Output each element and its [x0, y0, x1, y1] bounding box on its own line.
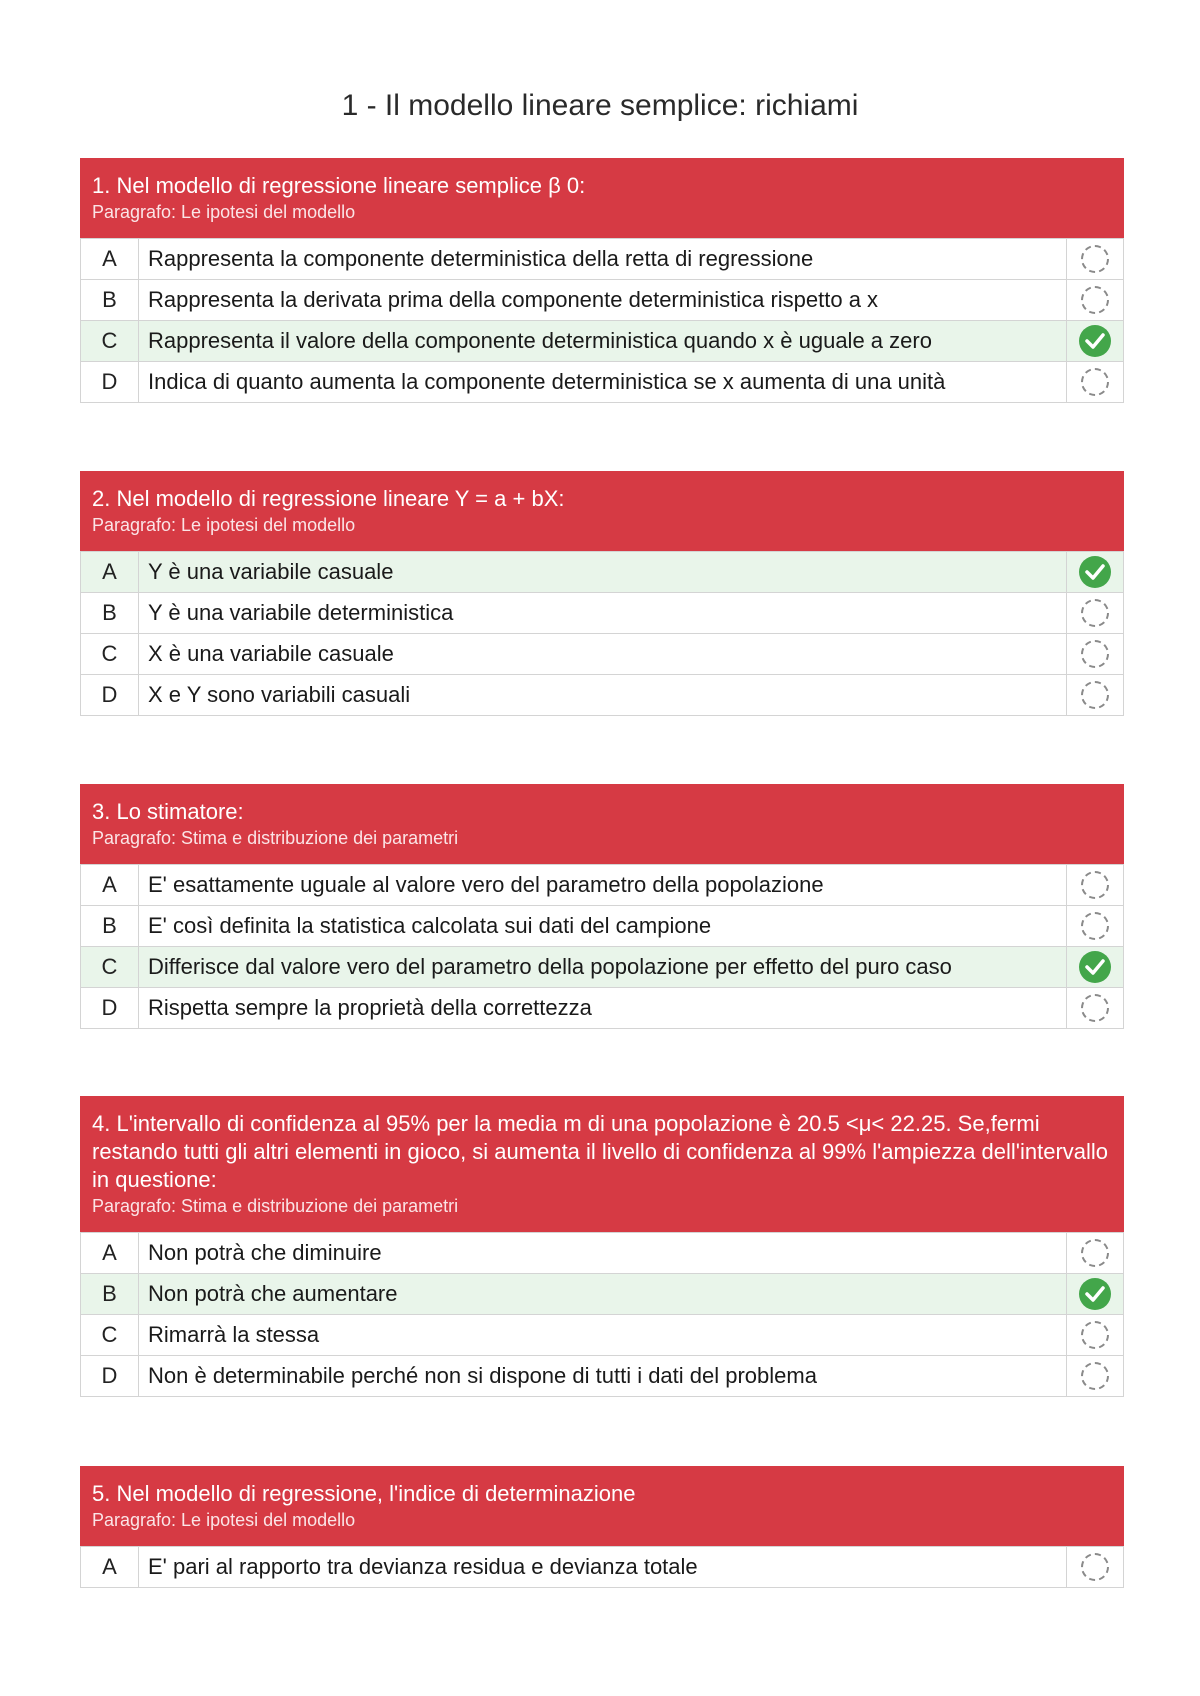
option-text: Rimarrà la stessa [139, 1315, 1067, 1356]
empty-circle-icon[interactable] [1081, 245, 1109, 273]
option-text: Rappresenta il valore della componente deterministica quando x è uguale a zero [139, 321, 1067, 362]
option-text: Non potrà che aumentare [139, 1274, 1067, 1315]
option-row[interactable] [81, 362, 1124, 403]
option-letter: A [81, 1547, 139, 1588]
option-row[interactable] [81, 593, 1124, 634]
question-paragraph: Paragrafo: Le ipotesi del modello [92, 1510, 356, 1530]
question-paragraph: Paragrafo: Le ipotesi del modello [92, 515, 356, 535]
option-row[interactable] [81, 239, 1124, 280]
options-table [80, 1546, 1124, 1588]
option-letter: D [81, 1356, 139, 1397]
question-header [80, 158, 1124, 238]
option-letter: B [81, 906, 139, 947]
options-table [80, 864, 1124, 1029]
option-letter: A [81, 552, 139, 593]
empty-circle-icon[interactable] [1081, 368, 1109, 396]
empty-circle-icon[interactable] [1081, 1239, 1109, 1267]
check-circle-icon[interactable] [1079, 556, 1111, 588]
option-row[interactable] [81, 988, 1124, 1029]
option-letter: D [81, 362, 139, 403]
option-row[interactable] [81, 906, 1124, 947]
option-row[interactable] [81, 1356, 1124, 1397]
empty-circle-icon[interactable] [1081, 1553, 1109, 1581]
option-text: E' così definita la statistica calcolata sui dati del campione [139, 906, 1067, 947]
check-circle-icon[interactable] [1079, 951, 1111, 983]
option-text: X e Y sono variabili casuali [139, 675, 1067, 716]
question-text: 2. Nel modello di regressione lineare Y = a + bX: [92, 486, 565, 511]
question-5 [80, 1466, 1124, 1588]
question-3 [80, 784, 1124, 1029]
question-4 [80, 1096, 1124, 1397]
check-circle-icon[interactable] [1079, 1278, 1111, 1310]
empty-circle-icon[interactable] [1081, 640, 1109, 668]
option-letter: C [81, 947, 139, 988]
option-letter: C [81, 321, 139, 362]
option-letter: A [81, 1233, 139, 1274]
option-text: Non potrà che diminuire [139, 1233, 1067, 1274]
question-text: 4. L'intervallo di confidenza al 95% per la media m di una popolazione è 20.5 <μ< 22.25. Se,fermi restando tutti gli altri elementi in gioco, si aumenta il livello di confidenza al 99% l'ampiezza dell'intervallo in questione: [92, 1111, 1109, 1192]
empty-circle-icon[interactable] [1081, 1362, 1109, 1390]
option-row[interactable] [81, 1233, 1124, 1274]
option-row[interactable] [81, 865, 1124, 906]
option-text: Y è una variabile casuale [139, 552, 1067, 593]
option-row[interactable] [81, 1315, 1124, 1356]
question-header [80, 1466, 1124, 1546]
question-text: 3. Lo stimatore: [92, 799, 244, 824]
empty-circle-icon[interactable] [1081, 871, 1109, 899]
question-paragraph: Paragrafo: Stima e distribuzione dei parametri [92, 1196, 459, 1216]
option-text: X è una variabile casuale [139, 634, 1067, 675]
option-row-correct[interactable] [81, 947, 1124, 988]
options-table [80, 238, 1124, 403]
question-2 [80, 471, 1124, 716]
check-circle-icon[interactable] [1079, 325, 1111, 357]
option-letter: A [81, 239, 139, 280]
option-row[interactable] [81, 634, 1124, 675]
option-letter: C [81, 634, 139, 675]
page-title: 1 - Il modello lineare semplice: richiami [341, 89, 859, 122]
option-text: Y è una variabile deterministica [139, 593, 1067, 634]
question-header [80, 1096, 1124, 1232]
question-1 [80, 158, 1124, 403]
empty-circle-icon[interactable] [1081, 681, 1109, 709]
options-table [80, 551, 1124, 716]
option-letter: D [81, 675, 139, 716]
option-row[interactable] [81, 280, 1124, 321]
option-row[interactable] [81, 1547, 1124, 1588]
option-letter: B [81, 1274, 139, 1315]
option-text: Rispetta sempre la proprietà della correttezza [139, 988, 1067, 1029]
options-table [80, 1232, 1124, 1397]
option-letter: D [81, 988, 139, 1029]
option-text: E' pari al rapporto tra devianza residua e devianza totale [139, 1547, 1067, 1588]
empty-circle-icon[interactable] [1081, 912, 1109, 940]
option-row-correct[interactable] [81, 321, 1124, 362]
option-row-correct[interactable] [81, 552, 1124, 593]
option-row[interactable] [81, 675, 1124, 716]
option-letter: B [81, 593, 139, 634]
option-letter: A [81, 865, 139, 906]
question-paragraph: Paragrafo: Stima e distribuzione dei parametri [92, 828, 459, 848]
question-text: 1. Nel modello di regressione lineare semplice β 0: [92, 173, 586, 198]
question-paragraph: Paragrafo: Le ipotesi del modello [92, 202, 356, 222]
question-header [80, 784, 1124, 864]
empty-circle-icon[interactable] [1081, 1321, 1109, 1349]
option-text: Differisce dal valore vero del parametro della popolazione per effetto del puro caso [139, 947, 1067, 988]
option-text: Rappresenta la derivata prima della componente deterministica rispetto a x [139, 280, 1067, 321]
empty-circle-icon[interactable] [1081, 286, 1109, 314]
option-text: Indica di quanto aumenta la componente deterministica se x aumenta di una unità [139, 362, 1067, 403]
option-text: Non è determinabile perché non si dispone di tutti i dati del problema [139, 1356, 1067, 1397]
option-letter: B [81, 280, 139, 321]
option-text: E' esattamente uguale al valore vero del parametro della popolazione [139, 865, 1067, 906]
empty-circle-icon[interactable] [1081, 599, 1109, 627]
option-letter: C [81, 1315, 139, 1356]
question-header [80, 471, 1124, 551]
empty-circle-icon[interactable] [1081, 994, 1109, 1022]
question-text: 5. Nel modello di regressione, l'indice di determinazione [92, 1481, 636, 1506]
option-text: Rappresenta la componente deterministica della retta di regressione [139, 239, 1067, 280]
option-row-correct[interactable] [81, 1274, 1124, 1315]
